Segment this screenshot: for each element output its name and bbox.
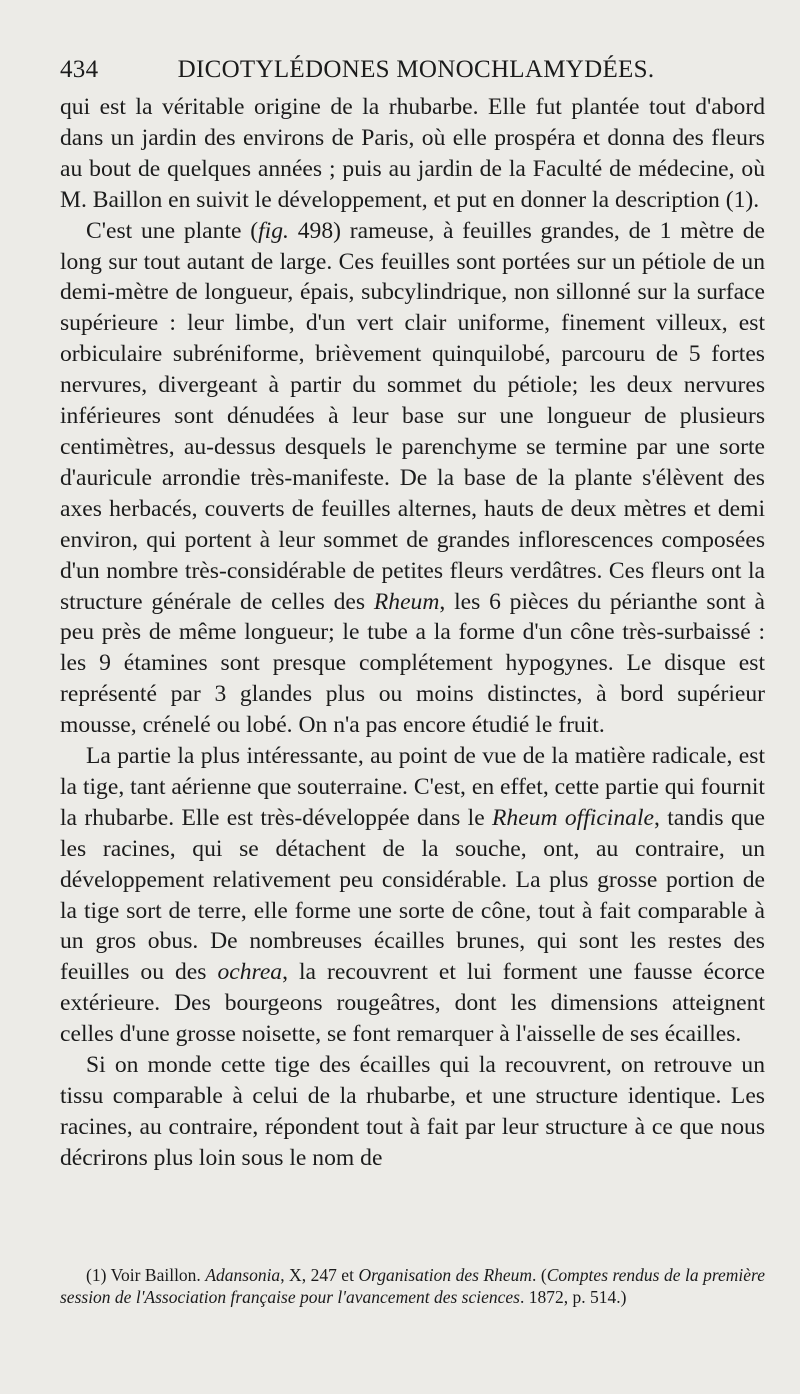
paragraph-3 — [60, 741, 765, 1050]
paragraph-2-text: 498) rameuse, à feuilles grandes, de 1 mètre de long sur tout autant de large. Ces feuilles sont portées sur un pétiole de un demi-mètre de longueur, épais, subcylindrique, non sillonné sur la surface supérieure : leur limbe, d'un vert clair uniforme, finement villeux, est orbiculaire subréniforme, brièvement quinquilobé, parcouru de 5 fortes nervures, divergeant à partir du sommet du pétiole; les deux nervures inférieures sont dénudées à leur base sur une longueur de plusieurs centimètres, au-dessus desquels le parenchyme se termine par une sorte d'auricule arrondie très-manifeste. De la base de la plante s'élèvent des axes herbacés, couverts de feuilles alternes, hauts de deux mètres et demi environ, qui portent à leur sommet de grandes inflorescences composées d'un nombre très-considérable de petites fleurs verdâtres. Ces fleurs ont la structure générale de celles des — [60, 217, 765, 615]
paragraph-1-text: qui est la véritable origine de la rhubarbe. Elle fut plantée tout d'abord dans un jardin des environs de Paris, où elle prospéra et donna des fleurs au bout de quelques années ; puis au jardin de la Faculté de médecine, où M. Baillon en suivit le développement, et put en donner la description — [60, 94, 765, 213]
footnote-mid-2: . ( — [532, 1265, 547, 1285]
paragraph-3-text: , tandis que les racines, qui se détachent de la souche, ont, au contraire, un développement relativement peu considérable. La plus grosse portion de la tige sort de terre, elle forme une sorte de cône, tout à fait comparable à un gros obus. De nombreuses écailles brunes, qui sont les restes des feuilles ou des — [60, 804, 766, 986]
running-title: DICOTYLÉDONES MONOCHLAMYDÉES. — [177, 56, 655, 83]
figure-abbrev: fig. — [258, 217, 289, 244]
main-text — [60, 92, 765, 1174]
paragraph-2-end: , les 6 pièces du périanthe sont à peu près de même longueur; le tube a la forme d'un cône très-surbaissé : les 9 étamines sont presque complétement hypogynes. Le disque est représenté par 3 glandes plus ou moins distinctes, à bord supérieur mousse, crénelé ou lobé. On n'a pas encore étudié le fruit. — [60, 588, 765, 739]
paragraph-1-end: . — [753, 186, 760, 213]
paragraph-2 — [60, 216, 765, 741]
footnote-1 — [60, 1264, 765, 1308]
paragraph-2-start: C'est une plante ( — [86, 217, 259, 244]
footnote-block — [60, 1264, 765, 1308]
paragraph-1 — [60, 92, 765, 216]
footnote-end: . 1872, p. 514.) — [519, 1287, 627, 1307]
footnote-ref: (1) — [725, 186, 754, 213]
footnote-journal-3: Comptes rendus de la première session de l'Association française pour l'avancement des sciences — [60, 1265, 765, 1307]
paragraph-3-end: , la recouvrent et lui forment une fausse écorce extérieure. Des bourgeons rougeâtres, dont les dimensions atteignent celles d'une grosse noisette, se font remarquer à l'aisselle de ses écailles. — [60, 959, 765, 1048]
footnote-author: Voir Baillon. — [110, 1265, 206, 1285]
footnote-journal-1: Adansonia — [205, 1265, 281, 1285]
paragraph-4: Si on monde cette tige des écailles qui la recouvrent, on retrouve un tissu comparable à celui de la rhubarbe, et une structure identique. Les racines, au contraire, répondent tout à fait par leur structure à ce que nous décrirons plus loin sous le nom de — [60, 1052, 765, 1171]
footnote-journal-2: Organisation des Rheum — [358, 1265, 533, 1285]
footnote-marker: (1) — [86, 1265, 111, 1285]
genus-name: Rheum — [373, 588, 440, 615]
paragraph-3-start: La partie la plus intéressante, au point de vue de la matière radicale, est la tige, tant aérienne que souterraine. C'est, en effet, cette partie qui fournit la rhubarbe. Elle est très-développée dans le — [60, 743, 765, 831]
ochrea-term: ochrea — [217, 959, 283, 986]
page-number: 434 — [60, 56, 99, 83]
footnote-mid: , X, 247 et — [280, 1265, 359, 1285]
page-header — [60, 56, 772, 96]
species-name: Rheum officinale — [492, 804, 654, 831]
